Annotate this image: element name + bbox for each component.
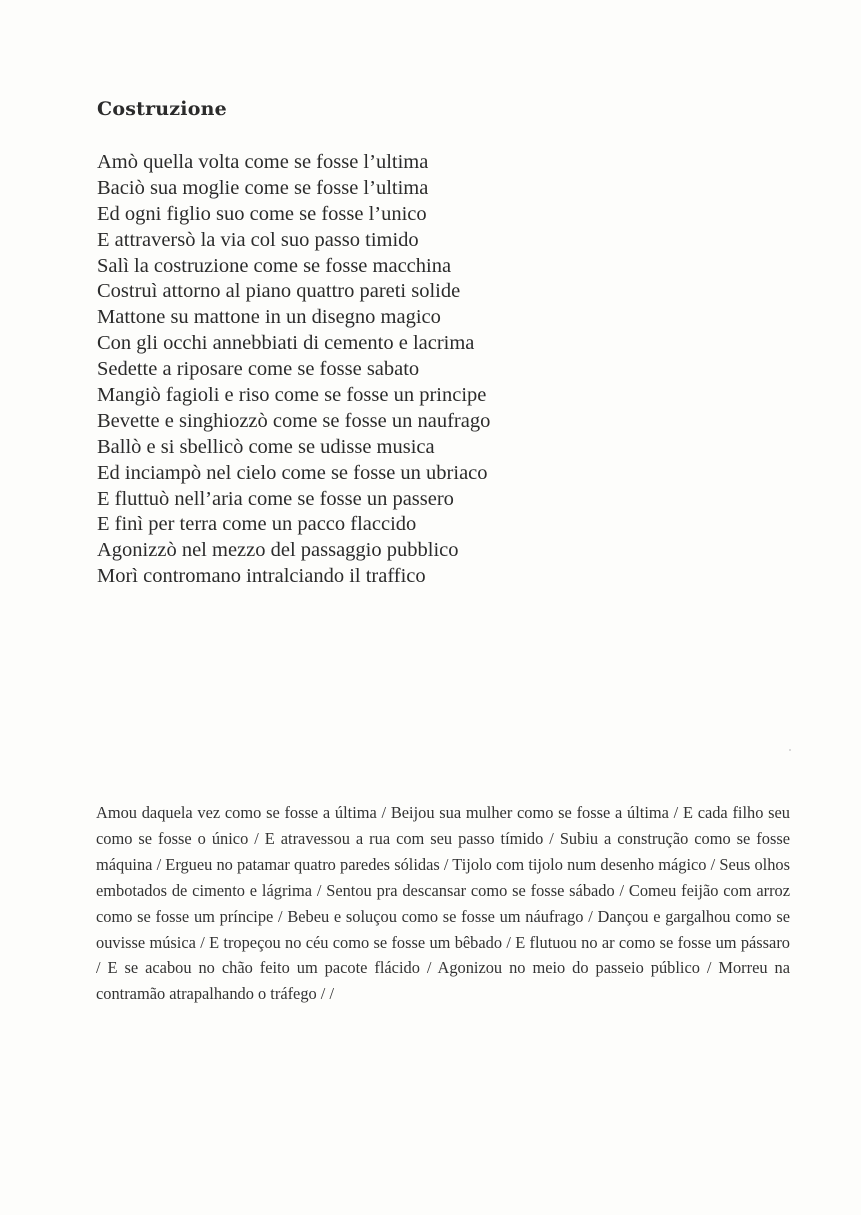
poem-line: Ed inciampò nel cielo come se fosse un ubriaco xyxy=(97,461,488,484)
poem-line: Bevette e singhiozzò come se fosse un naufrago xyxy=(97,409,491,432)
poem-line: Agonizzò nel mezzo del passaggio pubblico xyxy=(97,539,459,562)
poem-line: Sedette a riposare come se fosse sabato xyxy=(97,358,420,381)
poem-line: Ballò e si sbellicò come se udisse musica xyxy=(97,435,435,458)
poem-line: Baciò sua moglie come se fosse l’ultima xyxy=(97,176,429,199)
paper-speck xyxy=(789,749,791,751)
poem-line: Mattone su mattone in un disegno magico xyxy=(97,306,441,329)
poem-line: Con gli occhi annebbiati di cemento e lacrima xyxy=(97,332,475,355)
poem-line: Morì contromano intralciando il traffico xyxy=(97,565,426,588)
poem-line: Ed ogni figlio suo come se fosse l’unico xyxy=(97,202,427,225)
poem-line: Mangiò fagioli e riso come se fosse un principe xyxy=(97,384,487,407)
poem-line: Amò quella volta come se fosse l’ultima xyxy=(97,151,429,173)
poem-body xyxy=(97,150,797,590)
poem-line: E finì per terra come un pacco flaccido xyxy=(97,513,417,536)
poem-line: E fluttuò nell’aria come se fosse un passero xyxy=(97,487,454,510)
translation-paragraph: Amou daquela vez como se fosse a última / Beijou sua mulher como se fosse a última / E cada filho seu como se fosse o único / E atravessou a rua com seu passo tímido / Subiu a construção como se fosse máquina / Ergueu no patamar quatro paredes sólidas / Tijolo com tijolo num desenho mágico / Seus olhos embotados de cimento e lágrima / Sentou pra descansar como se fosse sábado / Comeu feijão com arroz como se fosse um príncipe / Bebeu e soluçou como se fosse um náufrago / Dançou e gargalhou como se ouvisse música / E tropeçou no céu como se fosse um bêbado / E flutuou no ar como se fosse um pássaro / E se acabou no chão feito um pacote flácido / Agonizou no meio do passeio público / Morreu na contramão atrapalhando o tráfego / / xyxy=(96,803,790,1004)
poem-line: E attraversò la via col suo passo timido xyxy=(97,228,419,251)
poem-line: Salì la costruzione come se fosse macchina xyxy=(97,254,452,277)
poem-line: Costruì attorno al piano quattro pareti solide xyxy=(97,280,461,303)
poem-title: Costruzione xyxy=(97,98,227,120)
